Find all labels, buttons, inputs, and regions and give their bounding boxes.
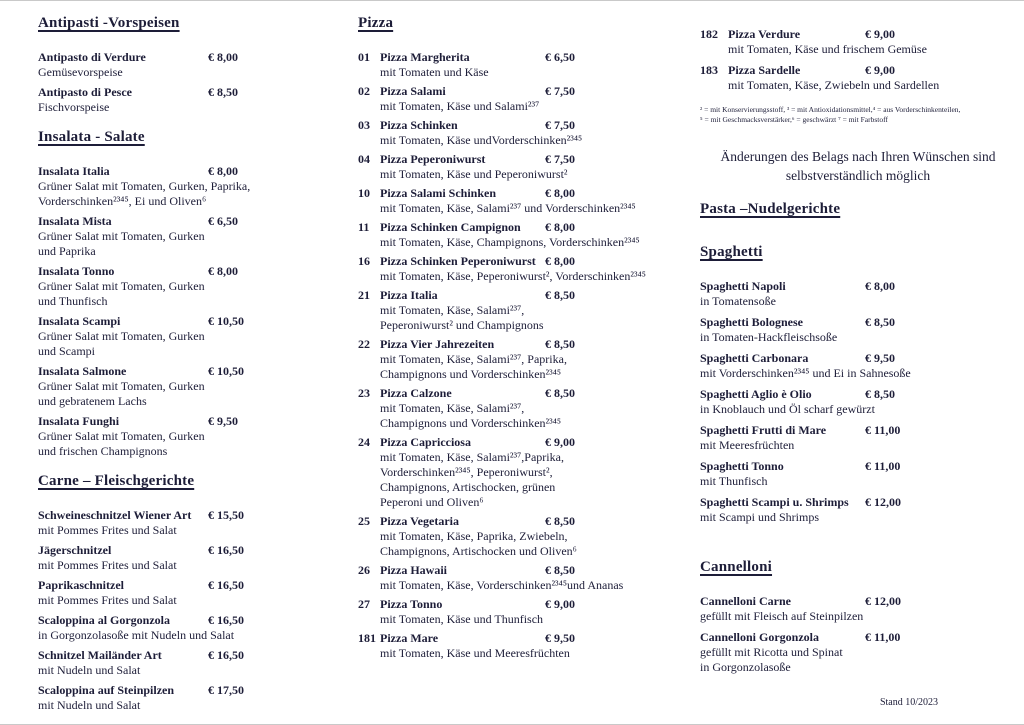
item-number: 11 xyxy=(358,220,370,234)
menu-item-row xyxy=(38,414,344,429)
item-number: 16 xyxy=(358,254,370,268)
menu-item-row xyxy=(700,315,1016,330)
menu-item xyxy=(38,543,344,573)
note-line: Änderungen des Belags nach Ihren Wünschen sind xyxy=(720,149,996,164)
menu-item xyxy=(358,514,660,559)
item-number: 21 xyxy=(358,288,370,302)
item-description: mit Vorderschinken²³⁴⁵ und Ei in Sahnesoße xyxy=(700,366,911,380)
item-name: Spaghetti Bolognese xyxy=(700,315,804,329)
item-name: Pizza Hawaii xyxy=(380,563,447,577)
menu-item-row xyxy=(358,118,660,133)
menu-item xyxy=(358,337,660,382)
item-price: € 16,50 xyxy=(208,648,244,662)
item-name: Insalata Funghi xyxy=(38,414,120,428)
note-line: selbstverständlich möglich xyxy=(785,168,931,183)
menu-item xyxy=(358,597,660,627)
item-number: 183 xyxy=(700,63,718,77)
item-price: € 15,50 xyxy=(208,508,244,522)
item-description: mit Tomaten, Käse, Peperoniwurst², Vorderschinken²³⁴⁵ xyxy=(380,269,646,283)
item-description: mit Pommes Frites und Salat xyxy=(38,523,177,537)
item-name: Insalata Italia xyxy=(38,164,110,178)
item-price: € 10,50 xyxy=(208,314,244,328)
item-description: mit Tomaten, Käse und Meeresfrüchten xyxy=(380,646,570,660)
item-description: Grüner Salat mit Tomaten, Gurken xyxy=(38,429,205,443)
item-description: mit Tomaten und Käse xyxy=(380,65,489,79)
item-name: Spaghetti Aglio è Olio xyxy=(700,387,812,401)
section-heading: Cannelloni xyxy=(700,559,773,575)
item-price: € 7,50 xyxy=(545,152,575,166)
item-price: € 8,00 xyxy=(865,279,895,293)
item-price: € 11,00 xyxy=(865,630,901,644)
menu-item-row xyxy=(358,631,660,646)
item-price: € 9,00 xyxy=(545,597,575,611)
item-number: 01 xyxy=(358,50,370,64)
menu-item-row xyxy=(358,50,660,65)
item-description: mit Tomaten, Käse undVorderschinken²³⁴⁵ xyxy=(380,133,583,147)
item-price: € 6,50 xyxy=(208,214,238,228)
item-description: mit Meeresfrüchten xyxy=(700,438,795,452)
item-description: Grüner Salat mit Tomaten, Gurken xyxy=(38,229,205,243)
item-name: Schnitzel Mailänder Art xyxy=(38,648,162,662)
menu-item xyxy=(358,50,660,80)
item-number: 10 xyxy=(358,186,370,200)
item-description: mit Pommes Frites und Salat xyxy=(38,593,177,607)
item-description: und Thunfisch xyxy=(38,294,108,308)
menu-item xyxy=(700,279,1016,309)
item-description: mit Tomaten, Käse, Salami²³⁷ und Vorderschinken²³⁴⁵ xyxy=(380,201,636,215)
menu-item-row xyxy=(700,495,1016,510)
item-name: Insalata Tonno xyxy=(38,264,115,278)
item-description: Grüner Salat mit Tomaten, Gurken xyxy=(38,279,205,293)
item-description: mit Pommes Frites und Salat xyxy=(38,558,177,572)
item-description: in Tomaten-Hackfleischsoße xyxy=(700,330,838,344)
section-heading: Carne – Fleischgerichte xyxy=(38,473,195,489)
menu-item xyxy=(700,423,1016,453)
menu-item-row xyxy=(38,164,344,179)
menu-item-row xyxy=(38,264,344,279)
menu-item-row xyxy=(358,597,660,612)
item-price: € 8,00 xyxy=(545,220,575,234)
menu-item xyxy=(358,84,660,114)
item-description: in Tomatensoße xyxy=(700,294,776,308)
item-description: Champignons und Vorderschinken²³⁴⁵ xyxy=(380,367,562,381)
item-description: in Knoblauch und Öl scharf gewürzt xyxy=(700,402,875,416)
item-description: Vorderschinken²³⁴⁵, Ei und Oliven⁶ xyxy=(38,194,207,208)
menu-item-row xyxy=(358,337,660,352)
item-price: € 8,00 xyxy=(545,254,575,268)
item-name: Cannelloni Carne xyxy=(700,594,792,608)
menu-item-row xyxy=(38,613,344,628)
menu-item-row xyxy=(38,364,344,379)
item-number: 182 xyxy=(700,27,718,41)
item-price: € 8,50 xyxy=(545,337,575,351)
item-price: € 7,50 xyxy=(545,84,575,98)
item-price: € 8,00 xyxy=(545,186,575,200)
item-price: € 16,50 xyxy=(208,543,244,557)
menu-item-row xyxy=(38,578,344,593)
item-price: € 7,50 xyxy=(545,118,575,132)
item-number: 27 xyxy=(358,597,370,611)
item-price: € 8,50 xyxy=(545,563,575,577)
menu-item xyxy=(358,563,660,593)
item-name: Pizza Peperoniwurst xyxy=(380,152,486,166)
menu-item xyxy=(700,594,1016,624)
item-name: Pizza Schinken Campignon xyxy=(380,220,521,234)
section-heading: Pasta –Nudelgerichte xyxy=(700,201,841,217)
item-description: mit Tomaten, Käse, Paprika, Zwiebeln, xyxy=(380,529,568,543)
menu-item xyxy=(38,50,344,80)
menu-item-row xyxy=(38,648,344,663)
item-price: € 8,50 xyxy=(545,386,575,400)
menu-item-row xyxy=(358,514,660,529)
menu-item-row xyxy=(358,254,660,269)
item-description: Champignons und Vorderschinken²³⁴⁵ xyxy=(380,416,562,430)
item-name: Pizza Calzone xyxy=(380,386,452,400)
item-name: Insalata Scampi xyxy=(38,314,121,328)
item-description: mit Nudeln und Salat xyxy=(38,698,141,712)
item-price: € 17,50 xyxy=(208,683,244,697)
menu-item xyxy=(700,351,1016,381)
item-name: Scaloppina auf Steinpilzen xyxy=(38,683,175,697)
item-description: mit Tomaten, Käse, Salami²³⁷, xyxy=(380,401,525,415)
menu-item-row xyxy=(700,594,1016,609)
item-price: € 11,00 xyxy=(865,459,901,473)
item-price: € 11,00 xyxy=(865,423,901,437)
menu-item-row xyxy=(358,152,660,167)
menu-item xyxy=(38,578,344,608)
item-price: € 16,50 xyxy=(208,613,244,627)
menu-item xyxy=(358,288,660,333)
item-description: mit Scampi und Shrimps xyxy=(700,510,820,524)
item-name: Pizza Verdure xyxy=(728,27,801,41)
menu-item xyxy=(700,315,1016,345)
menu-item xyxy=(38,414,344,459)
footnote-line: ² = mit Konservierungsstoff, ³ = mit Antioxidationsmittel,⁴ = aus Vorderschinkenteilen, xyxy=(700,105,961,114)
item-description: mit Tomaten, Käse, Champignons, Vorderschinken²³⁴⁵ xyxy=(380,235,640,249)
menu-item xyxy=(38,85,344,115)
menu-item-row xyxy=(38,508,344,523)
item-price: € 9,00 xyxy=(865,27,895,41)
section-heading: Antipasti -Vorspeisen xyxy=(38,15,180,31)
menu-item xyxy=(700,630,1016,675)
item-description: Gemüsevorspeise xyxy=(38,65,123,79)
item-description: mit Tomaten, Käse und Peperoniwurst² xyxy=(380,167,568,181)
item-description: Champignons, Artischocken, grünen xyxy=(380,480,556,494)
item-number: 02 xyxy=(358,84,370,98)
menu-item-row xyxy=(700,630,1016,645)
menu-item xyxy=(700,63,1016,93)
item-price: € 9,50 xyxy=(865,351,895,365)
menu-item xyxy=(358,386,660,431)
item-number: 03 xyxy=(358,118,370,132)
item-number: 181 xyxy=(358,631,376,645)
item-name: Pizza Schinken xyxy=(380,118,458,132)
item-description: Champignons, Artischocken und Oliven⁶ xyxy=(380,544,577,558)
item-description: mit Tomaten, Käse, Salami²³⁷, xyxy=(380,303,525,317)
item-price: € 8,50 xyxy=(865,387,895,401)
item-description: mit Tomaten, Käse, Salami²³⁷,Paprika, xyxy=(380,450,564,464)
menu-item-row xyxy=(358,563,660,578)
item-description: und gebratenem Lachs xyxy=(38,394,147,408)
item-description: gefüllt mit Fleisch auf Steinpilzen xyxy=(700,609,864,623)
item-description: mit Nudeln und Salat xyxy=(38,663,141,677)
menu-item xyxy=(38,264,344,309)
item-description: gefüllt mit Ricotta und Spinat xyxy=(700,645,843,659)
item-name: Spaghetti Scampi u. Shrimps xyxy=(700,495,849,509)
item-name: Paprikaschnitzel xyxy=(38,578,124,592)
item-name: Pizza Tonno xyxy=(380,597,443,611)
menu-item xyxy=(358,631,660,661)
menu-item-row xyxy=(358,288,660,303)
item-name: Pizza Salami Schinken xyxy=(380,186,497,200)
menu-item-row xyxy=(700,423,1016,438)
item-name: Pizza Salami xyxy=(380,84,446,98)
item-name: Pizza Vegetaria xyxy=(380,514,459,528)
item-number: 04 xyxy=(358,152,370,166)
item-number: 26 xyxy=(358,563,370,577)
item-name: Pizza Italia xyxy=(380,288,438,302)
menu-item xyxy=(38,508,344,538)
menu-item-row xyxy=(358,220,660,235)
menu-item-row xyxy=(358,84,660,99)
revision-date: Stand 10/2023 xyxy=(879,697,938,708)
item-name: Insalata Salmone xyxy=(38,364,127,378)
menu-item-row xyxy=(358,186,660,201)
menu-item-row xyxy=(38,214,344,229)
item-name: Pizza Capricciosa xyxy=(380,435,471,449)
item-name: Cannelloni Gorgonzola xyxy=(700,630,820,644)
item-price: € 8,50 xyxy=(865,315,895,329)
item-price: € 12,00 xyxy=(865,495,901,509)
item-description: und Scampi xyxy=(38,344,95,358)
menu-item xyxy=(358,254,660,284)
item-price: € 10,50 xyxy=(208,364,244,378)
item-name: Spaghetti Tonno xyxy=(700,459,784,473)
item-description: Grüner Salat mit Tomaten, Gurken xyxy=(38,379,205,393)
item-name: Antipasto di Verdure xyxy=(38,50,146,64)
item-description: mit Tomaten, Käse und frischem Gemüse xyxy=(728,42,927,56)
item-name: Antipasto di Pesce xyxy=(38,85,132,99)
menu-item xyxy=(358,152,660,182)
item-price: € 16,50 xyxy=(208,578,244,592)
section-heading: Insalata - Salate xyxy=(38,129,145,145)
menu-item xyxy=(38,683,344,713)
toppings-change-note xyxy=(700,147,1016,185)
menu-item-row xyxy=(38,683,344,698)
menu-item xyxy=(38,164,344,209)
item-price: € 6,50 xyxy=(545,50,575,64)
item-price: € 9,00 xyxy=(545,435,575,449)
item-price: € 9,50 xyxy=(545,631,575,645)
menu-item xyxy=(358,118,660,148)
section-heading: Pizza xyxy=(358,15,394,31)
menu-column-right xyxy=(700,27,1016,681)
item-name: Pizza Sardelle xyxy=(728,63,801,77)
menu-item xyxy=(700,387,1016,417)
item-name: Schweineschnitzel Wiener Art xyxy=(38,508,192,522)
menu-column-middle xyxy=(358,15,660,665)
menu-item-row xyxy=(700,351,1016,366)
menu-item xyxy=(700,459,1016,489)
menu-item xyxy=(700,27,1016,57)
menu-item-row xyxy=(38,314,344,329)
menu-item-row xyxy=(38,50,344,65)
item-price: € 8,50 xyxy=(545,288,575,302)
item-description: Grüner Salat mit Tomaten, Gurken, Paprika, xyxy=(38,179,251,193)
item-name: Jägerschnitzel xyxy=(38,543,112,557)
item-number: 24 xyxy=(358,435,370,449)
item-name: Spaghetti Frutti di Mare xyxy=(700,423,827,437)
item-description: und frischen Champignons xyxy=(38,444,168,458)
item-number: 25 xyxy=(358,514,370,528)
item-price: € 9,00 xyxy=(865,63,895,77)
menu-item-row xyxy=(700,63,1016,78)
menu-item-row xyxy=(700,459,1016,474)
item-price: € 8,50 xyxy=(208,85,238,99)
item-description: Vorderschinken²³⁴⁵, Peperoniwurst², xyxy=(380,465,553,479)
item-name: Pizza Vier Jahrezeiten xyxy=(380,337,495,351)
item-price: € 9,50 xyxy=(208,414,238,428)
footnote-line: ⁵ = mit Geschmacksverstärker,⁶ = geschwärzt ⁷ = mit Farbstoff xyxy=(700,115,888,124)
menu-item-row xyxy=(38,543,344,558)
item-description: mit Tomaten, Käse, Vorderschinken²³⁴⁵und Ananas xyxy=(380,578,624,592)
menu-item xyxy=(38,314,344,359)
menu-item xyxy=(358,435,660,510)
item-description: in Gorgonzolasoße mit Nudeln und Salat xyxy=(38,628,235,642)
item-price: € 8,00 xyxy=(208,264,238,278)
additives-footnotes xyxy=(700,105,1016,125)
item-name: Scaloppina al Gorgonzola xyxy=(38,613,171,627)
section-heading: Spaghetti xyxy=(700,244,763,260)
menu-item-row xyxy=(700,387,1016,402)
menu-item-row xyxy=(358,435,660,450)
menu-item xyxy=(38,648,344,678)
item-name: Spaghetti Carbonara xyxy=(700,351,809,365)
item-description: und Paprika xyxy=(38,244,96,258)
item-name: Pizza Mare xyxy=(380,631,439,645)
menu-item xyxy=(358,220,660,250)
item-name: Spaghetti Napoli xyxy=(700,279,786,293)
menu-item xyxy=(358,186,660,216)
item-description: Fischvorspeise xyxy=(38,100,110,114)
menu-column-left xyxy=(38,15,344,718)
item-description: mit Tomaten, Käse und Salami²³⁷ xyxy=(380,99,540,113)
item-description: mit Tomaten, Käse, Zwiebeln und Sardellen xyxy=(728,78,940,92)
item-price: € 8,00 xyxy=(208,164,238,178)
item-name: Insalata Mista xyxy=(38,214,112,228)
item-description: mit Tomaten, Käse und Thunfisch xyxy=(380,612,544,626)
menu-item-row xyxy=(358,386,660,401)
item-description: mit Tomaten, Käse, Salami²³⁷, Paprika, xyxy=(380,352,567,366)
menu-item-row xyxy=(700,27,1016,42)
menu-item xyxy=(38,613,344,643)
menu-item-row xyxy=(38,85,344,100)
item-description: Grüner Salat mit Tomaten, Gurken xyxy=(38,329,205,343)
item-name: Pizza Margherita xyxy=(380,50,470,64)
menu-item xyxy=(700,495,1016,525)
item-name: Pizza Schinken Peperoniwurst xyxy=(380,254,536,268)
item-number: 23 xyxy=(358,386,370,400)
item-description: mit Thunfisch xyxy=(700,474,768,488)
item-description: Peperoniwurst² und Champignons xyxy=(380,318,544,332)
item-number: 22 xyxy=(358,337,370,351)
item-price: € 8,50 xyxy=(545,514,575,528)
item-price: € 8,00 xyxy=(208,50,238,64)
item-description: in Gorgonzolasoße xyxy=(700,660,791,674)
item-price: € 12,00 xyxy=(865,594,901,608)
menu-item xyxy=(38,214,344,259)
menu-item xyxy=(38,364,344,409)
item-description: Peperoni und Oliven⁶ xyxy=(380,495,484,509)
menu-item-row xyxy=(700,279,1016,294)
